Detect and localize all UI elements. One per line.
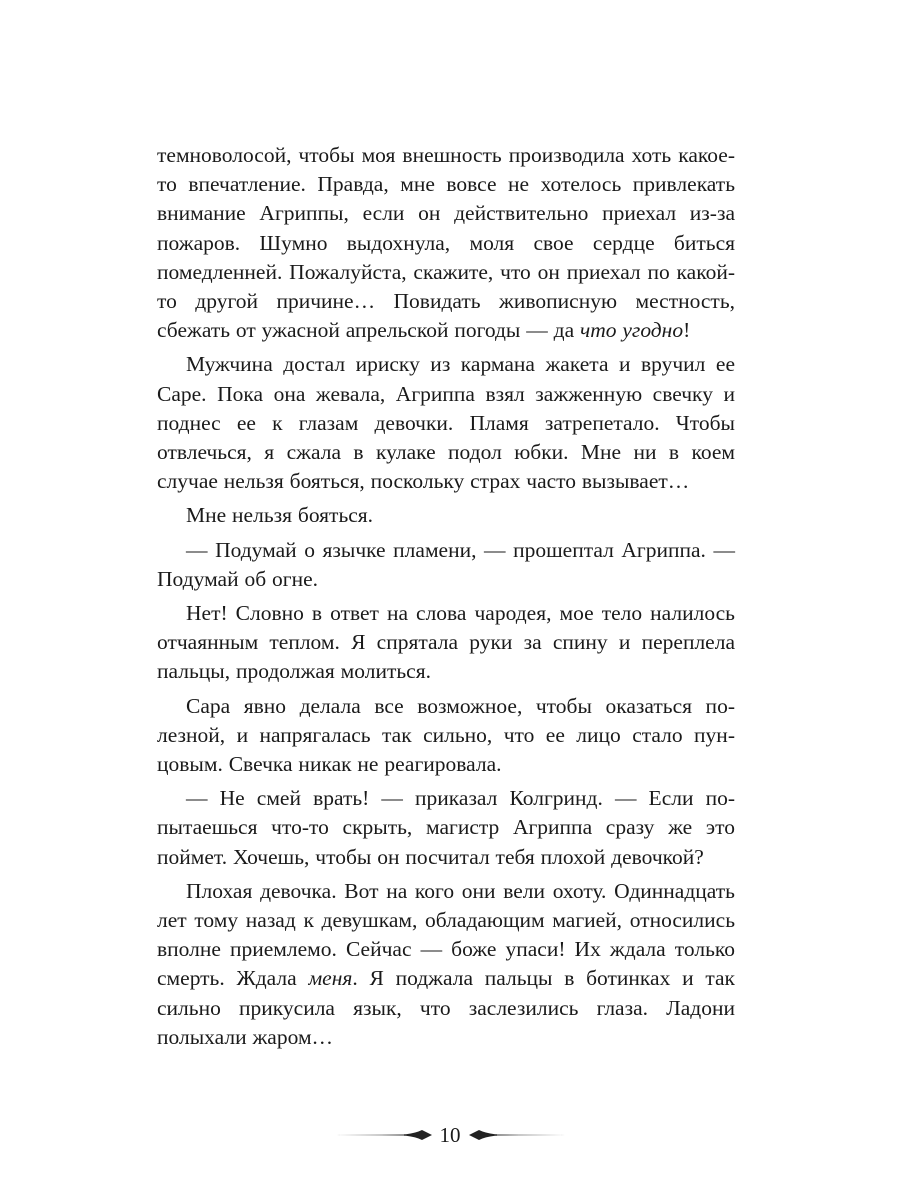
text-run: темноволосой, чтобы моя внешность производила хоть какое-то впечатление. Правда, мне вовсе не хотелось привлекать внимание Агриппы, если он действительно приехал из-за пожаров. Шумно выдохнула, моля свое сердце биться помедленней. Пожалуйста, скажите, что он приехал по какой-то другой причине… Повидать живописную местность, сбежать от ужасной апрельской погоды — да: [157, 143, 735, 343]
text-run: Нет! Словно в ответ на слова чародея, мое тело налилось отчаянным теплом. Я спрятала руки за спину и переплела пальцы, продолжая молиться.: [157, 601, 735, 684]
text-run: — Не смей врать! — приказал Колгринд. — Если попытаешься что-то скрыть, магистр Агриппа сразу же это поймет. Хочешь, чтобы он посчитал тебя плохой девочкой?: [157, 786, 735, 869]
left-flourish-icon: [336, 1128, 432, 1142]
italic-text: что угодно: [579, 318, 684, 343]
text-run: . Я поджала пальцы в ботинках и так сильно прикусила язык, что заслезились глаза. Ладони полыхали жаром…: [157, 966, 735, 1049]
text-run: Мужчина достал ириску из кармана жакета и вручил ее Саре. Пока она жевала, Агриппа взял зажженную свечку и поднес ее к глазам девочки. Пламя затрепетало. Чтобы отвлечься, я сжала в кулаке подол юбки. Мне ни в коем случае нельзя бояться, поскольку страх часто вызывает…: [157, 352, 735, 494]
paragraph: [157, 784, 735, 872]
text-run: Плохая девочка. Вот на кого они вели охоту. Одиннадцать лет тому назад к девушкам, обладающим магией, относились вполне приемлемо. Сейчас — боже упаси! Их ждала только смерть. Ждала: [157, 878, 735, 991]
text-run: Сара явно делала все возможное, чтобы оказаться полезной, и напрягалась так сильно, что ее лицо стало пунцовым. Свечка никак не реагировала.: [157, 693, 735, 777]
text-run: !: [683, 318, 691, 343]
paragraph: [157, 501, 735, 530]
right-flourish-icon: [469, 1128, 565, 1142]
paragraph: [157, 141, 735, 345]
text-run: Мне нельзя бояться.: [186, 503, 374, 528]
italic-text: меня: [308, 966, 353, 991]
page-number: 10: [439, 1123, 461, 1147]
paragraph: [157, 877, 735, 1052]
paragraph: [157, 599, 735, 687]
paragraph: [157, 692, 735, 780]
paragraph: [157, 350, 735, 496]
page-text: [157, 141, 735, 1052]
text-run: — Подумай о язычке пламени, — прошептал Агриппа. — Подумай об огне.: [157, 537, 735, 591]
page-footer: [0, 1118, 900, 1152]
paragraph: [157, 536, 735, 594]
